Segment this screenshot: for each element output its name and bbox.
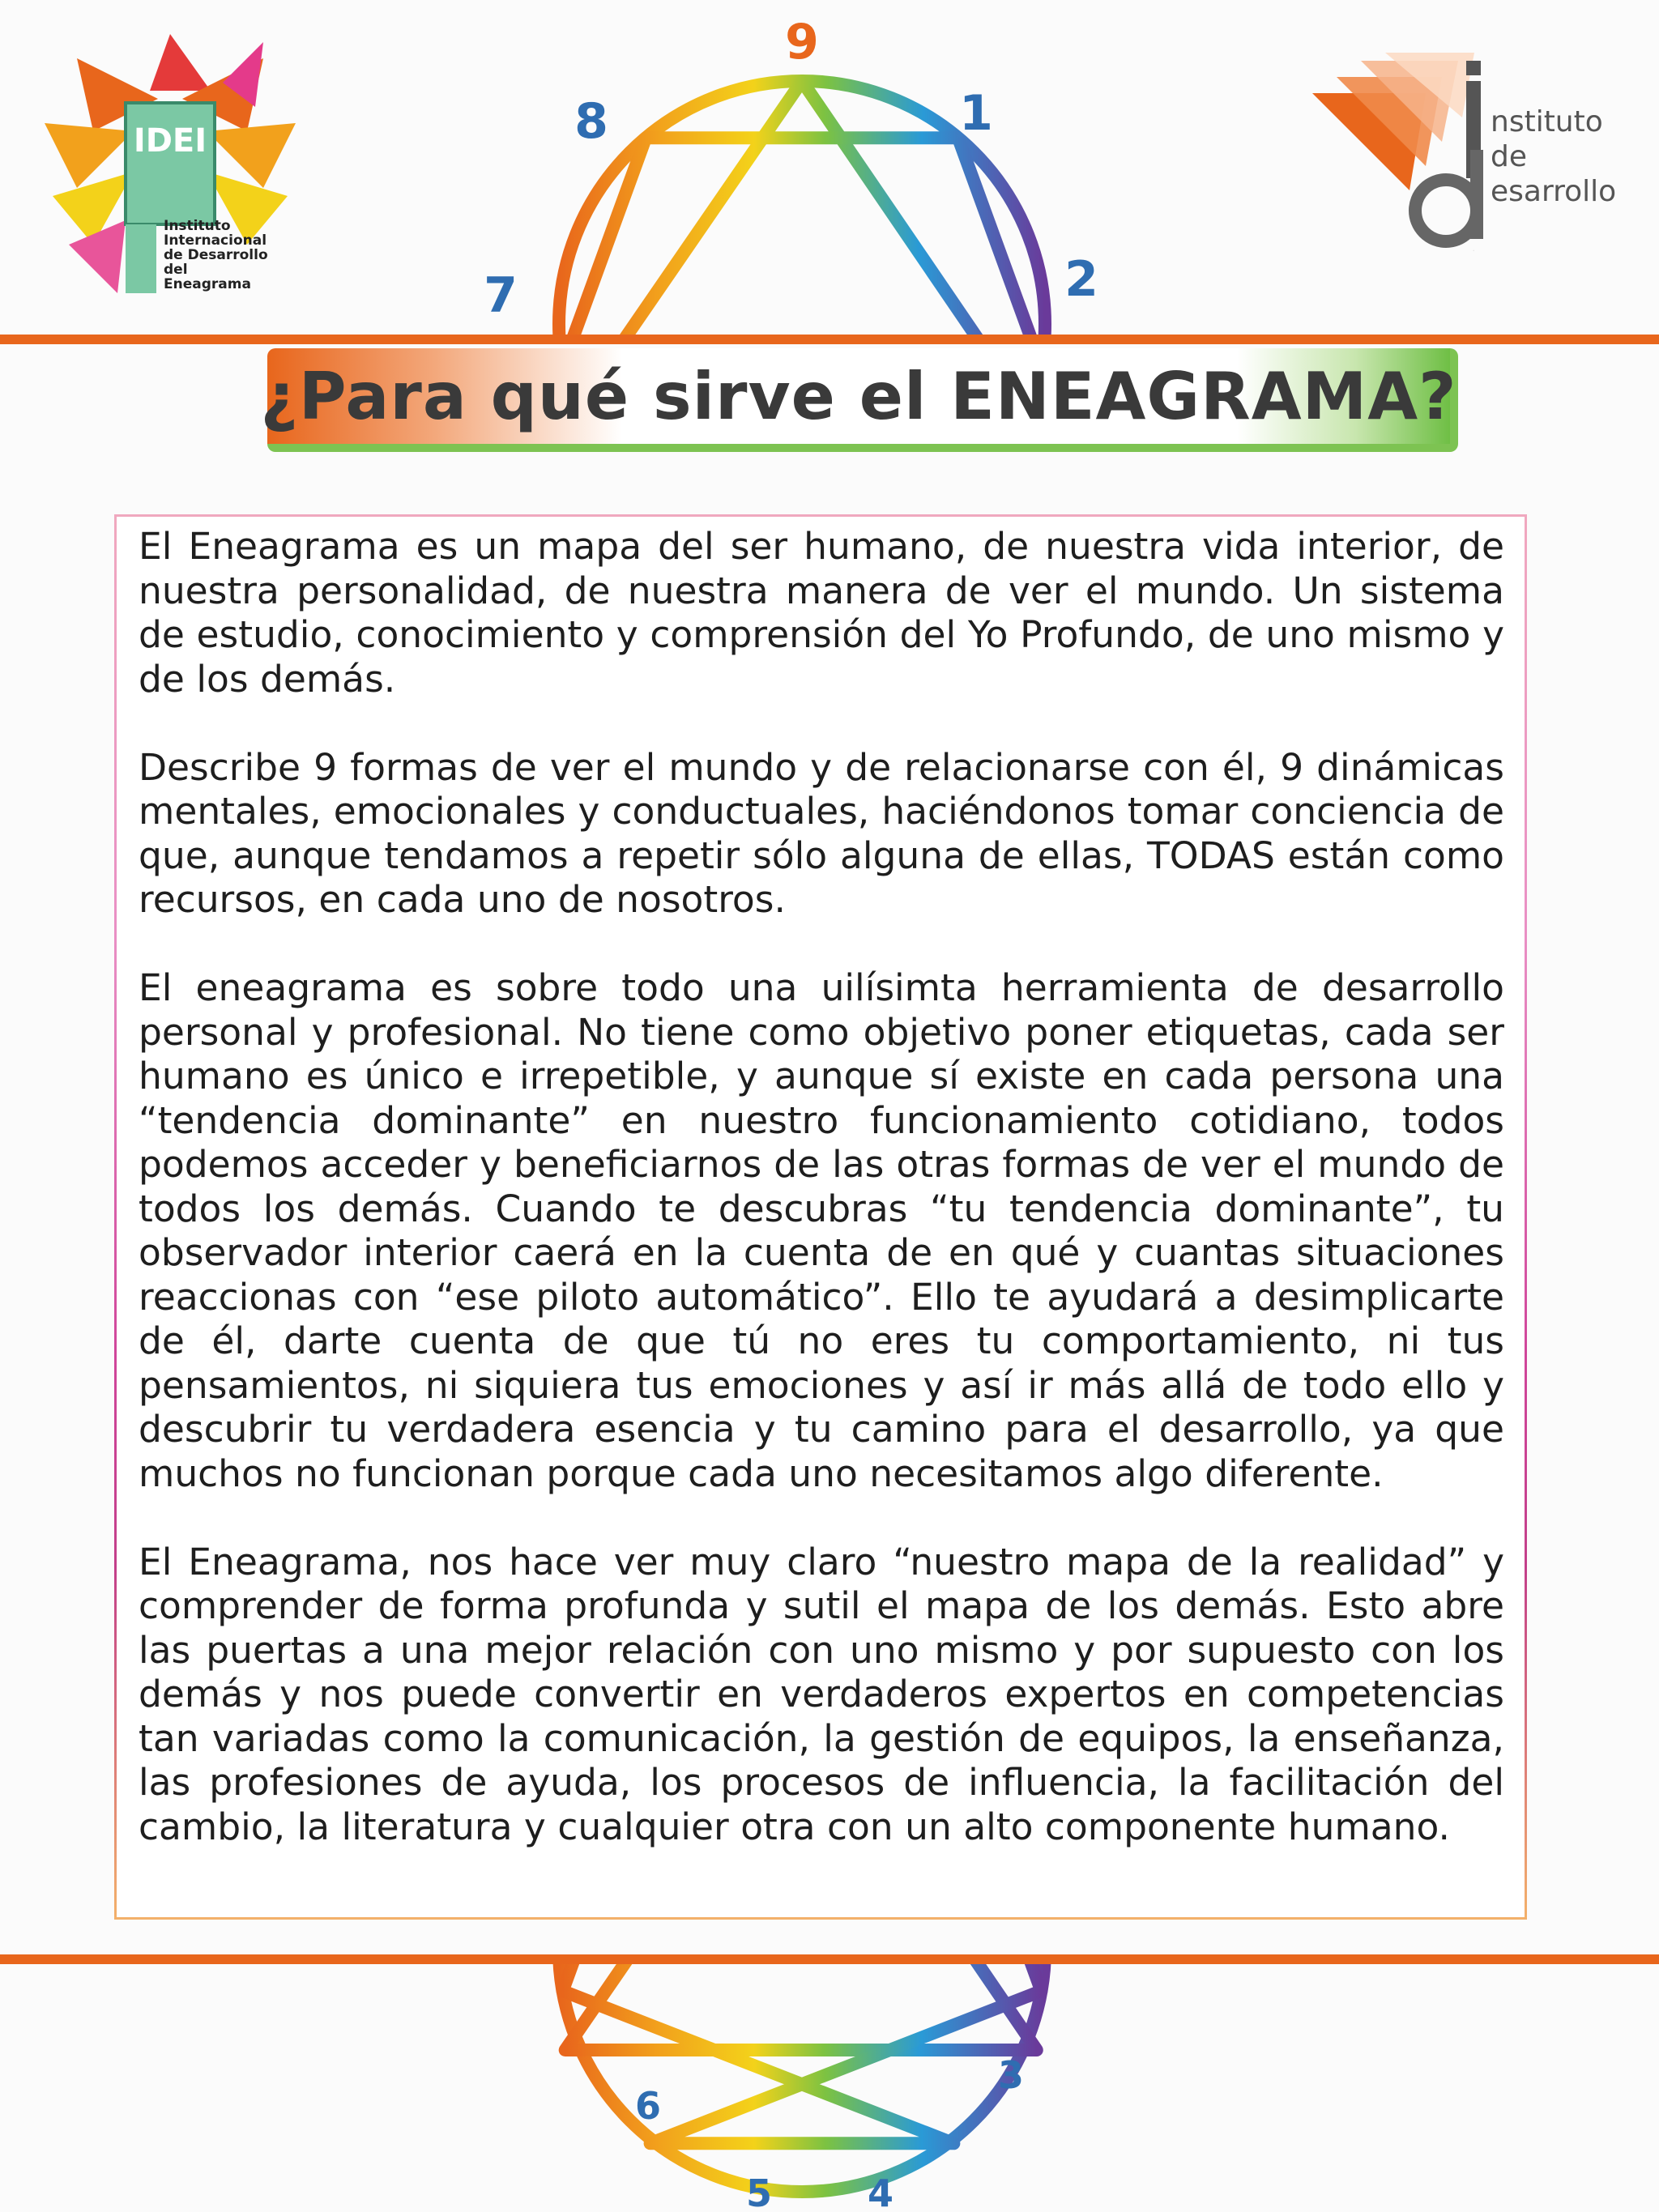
enneagram-circle [559,1960,1045,2192]
enneagram-top-illustration [478,0,1126,335]
ideso-letter: i [1473,250,1474,252]
enneagram-top-svg [478,0,1126,335]
ideso-word-desarrollo: esarrollo [1491,175,1617,208]
ideso-word-instituto: nstituto [1491,105,1603,139]
idei-logo [45,34,296,301]
ideso-word-de: de [1491,140,1527,173]
paragraph-4: El Eneagrama, nos hace ver muy claro “nuestro mapa de la realidad” y comprender de forma profunda y sutil el mapa de los demás. Esto abre las puertas a una mejor relación con uno mismo y por supuesto con los demás y nos puede convertir en verdaderos expertos en competencias tan variadas como la comunicación, la gestión de equipos, la enseñanza, las profesiones de ayuda, los procesos de influencia, la facilitación del cambio, la literatura y cualquier otra con un alto componente humano. [139,1540,1504,1848]
enneagram-triangle [565,1960,1037,2050]
title-banner [260,348,1458,452]
enneagram-hexad [563,138,1042,335]
enneagram-bottom-svg [478,1960,1126,2212]
page-title: ¿Para qué sirve el ENEAGRAMA? [260,358,1457,434]
number-6-label: 6 [634,2084,662,2128]
bottom-divider [0,1954,1659,1964]
number-1-label: 1 [959,85,993,142]
idei-org-name: Instituto Internacional de Desarrollo del Eneagrama [164,218,268,292]
paragraph-1: El Eneagrama es un mapa del ser humano, de nuestra vida interior, de nuestra personalidad, de nuestra manera de ver el mundo. Un sistema de estudio, conocimiento y comprensión del Yo Profundo, de uno mismo y de los demás. [139,525,1504,701]
number-9-label: 9 [785,14,819,70]
number-8-label: 8 [574,93,608,150]
enneagram-bottom-illustration [478,1960,1126,2212]
paragraph-2: Describe 9 formas de ver el mundo y de relacionarse con él, 9 dinámicas mentales, emocionales y conductuales, haciéndonos tomar conciencia de que, aunque tendamos a repetir sólo alguna de ellas, TODAS están como recursos, en cada uno de nosotros. [139,745,1504,921]
number-5-label: 5 [745,2172,773,2212]
number-2-label: 2 [1064,251,1098,308]
body-text-box [114,514,1527,1920]
number-4-label: 4 [867,2172,894,2212]
idei-mark-text: IDEI [133,122,207,160]
instituto-desarrollo-mark [1312,53,1628,255]
number-7-label: 7 [484,267,518,324]
paragraph-3: El eneagrama es sobre todo una uilísimta herramienta de desarrollo personal y profesional. No tiene como objetivo poner etiquetas, cada ser humano es único e irrepetible, y aunque sí existe en cada persona una “tendencia dominante” en nuestro funcionamiento cotidiano, todos podemos acceder y beneficiarnos de las otras formas de ver el mundo de todos los demás. Cuando te descubras “tu tendencia dominante”, tu observador interior caerá en la cuenta de en qué y cuantas situaciones reaccionas con “ese piloto automático”. Ello te ayudará a desimplicarte de él, darte cuenta de que tú no eres tu comportamiento, ni tus pensamientos, ni siquiera tus emociones y así ir más allá de todo ello y descubrir tu verdadera esencia y tu camino para el desarrollo, ya que muchos no funcionan porque cada uno necesitamos algo diferente. [139,966,1504,1495]
top-divider [0,335,1659,344]
body-text [139,525,1504,1894]
instituto-desarrollo-logo [1312,53,1628,255]
number-3-label: 3 [997,2053,1025,2097]
